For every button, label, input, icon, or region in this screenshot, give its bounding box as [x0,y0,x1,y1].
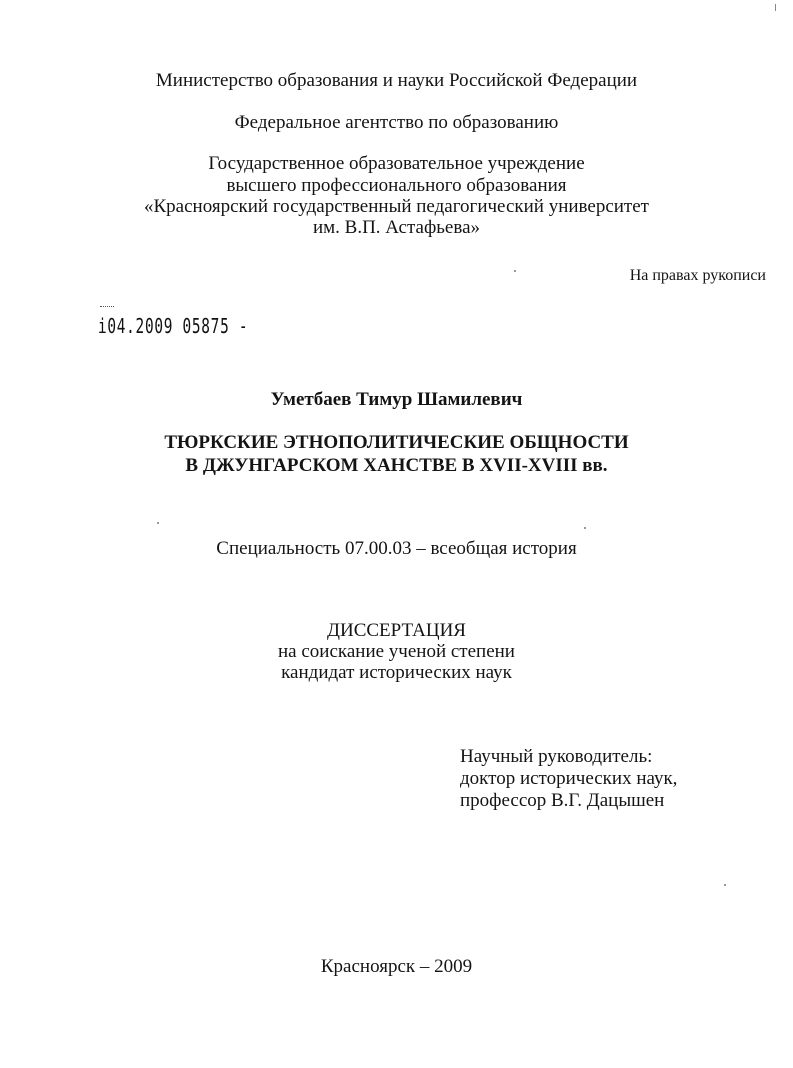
scan-speck [724,884,726,886]
institution-line-1: Государственное образовательное учреждение [208,153,585,174]
institution-line-2: высшего профессионального образования [226,175,567,196]
scan-speck [514,270,516,272]
registration-stamp: i04.2009 05875 - [98,314,249,338]
supervisor-degree: доктор исторических наук, [460,768,678,789]
registration-stamp-number: 04.2009 05875 [107,314,230,338]
institution-line-3: «Красноярский государственный педагогический университет [144,196,649,217]
supervisor-name: профессор В.Г. Дацышен [460,790,665,811]
city-year: Красноярск – 2009 [320,956,473,977]
scan-speck [584,527,586,529]
specialty-line: Специальность 07.00.03 – всеобщая история [216,538,577,559]
dissertation-heading: ДИССЕРТАЦИЯ [327,620,466,641]
ministry-line: Министерство образования и науки Российской Федерации [155,70,638,91]
title-line-2: В ДЖУНГАРСКОМ ХАНСТВЕ В XVII-XVIII вв. [185,455,608,476]
manuscript-rights-note: На правах рукописи [629,267,766,284]
author-name: Уметбаев Тимур Шамилевич [270,389,523,410]
title-line-1: ТЮРКСКИЕ ЭТНОПОЛИТИЧЕСКИЕ ОБЩНОСТИ [164,432,629,453]
scan-speck [157,522,159,524]
stamp-mark [100,306,114,309]
agency-line: Федеральное агентство по образованию [234,112,559,133]
institution-line-4: им. В.П. Астафьева» [312,217,481,238]
dissertation-line-2: кандидат исторических наук [281,662,512,683]
dissertation-line-1: на соискание ученой степени [278,641,515,662]
scan-edge-mark [775,4,776,11]
supervisor-label: Научный руководитель: [460,746,653,767]
